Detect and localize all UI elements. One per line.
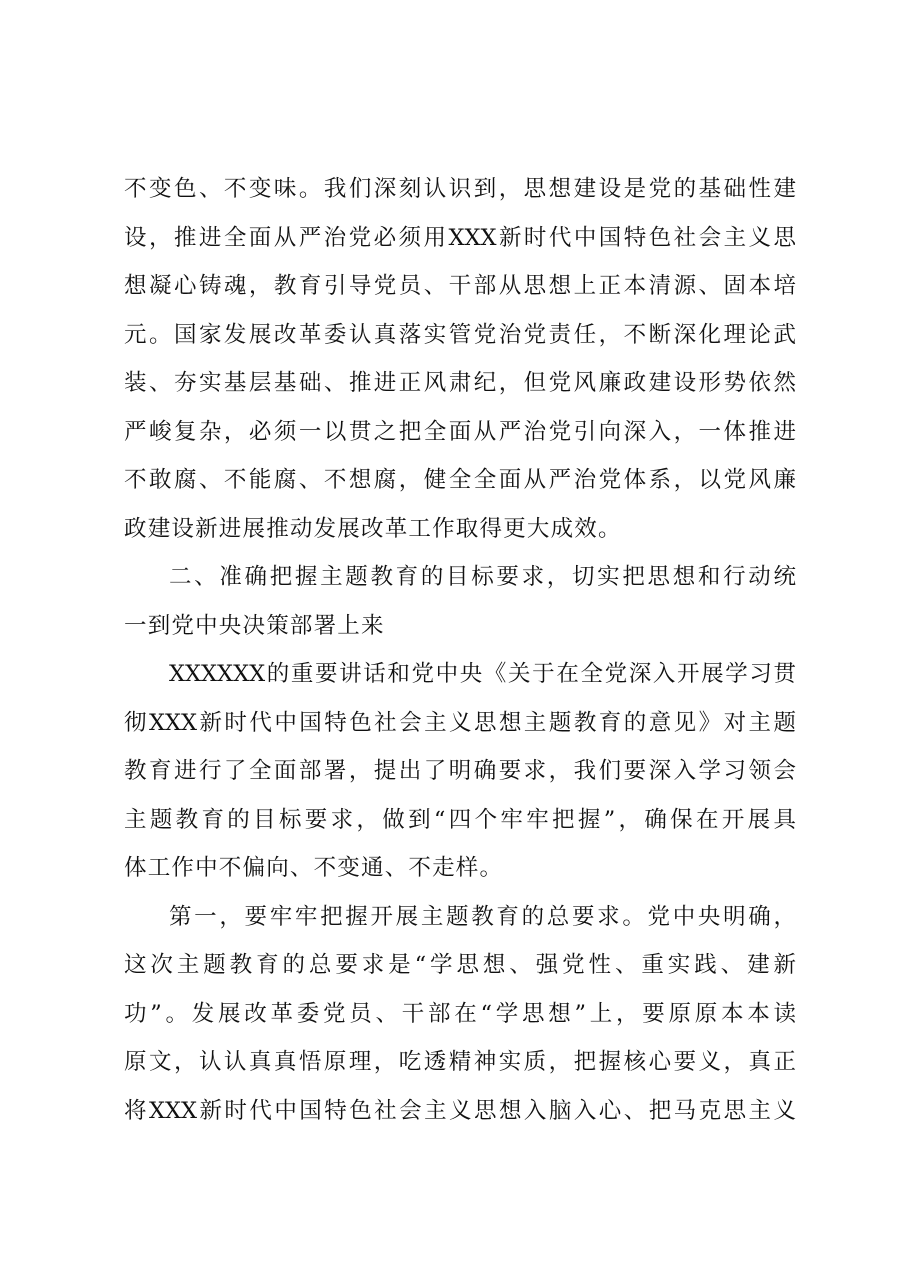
section-heading-2 bbox=[124, 553, 796, 650]
heading-line: 一到党中央决策部署上来 bbox=[124, 612, 385, 639]
text-line: 装、夯实基层基础、推进正风肃纪，但党风廉政建设形势依然 bbox=[124, 370, 796, 396]
text-line: 不敢腐、不能腐、不想腐，健全全面从严治党体系，以党风廉 bbox=[124, 467, 796, 493]
text-line: XXXXXX的重要讲话和党中央《关于在全党深入开展学习贯 bbox=[169, 661, 796, 687]
text-line: 教育进行了全面部署，提出了明确要求，我们要深入学习领会 bbox=[124, 758, 796, 784]
text-line: 政建设新进展推动发展改革工作取得更大成效。 bbox=[124, 515, 622, 542]
paragraph-first-requirement bbox=[124, 893, 796, 1136]
text-line: 不变色、不变味。我们深刻认识到，思想建设是党的基础性建 bbox=[124, 176, 796, 202]
text-line: 功”。发展改革委党员、干部在“学思想”上，要原原本本读 bbox=[124, 1000, 796, 1027]
text-line: 设，推进全面从严治党必须用XXX新时代中国特色社会主义思 bbox=[124, 224, 796, 251]
text-line: 严峻复杂，必须一以贯之把全面从严治党引向深入，一体推进 bbox=[124, 418, 796, 445]
paragraph-ideological-building bbox=[124, 165, 796, 553]
text-line: 主题教育的目标要求，做到“四个牢牢把握”，确保在开展具 bbox=[124, 806, 796, 833]
text-line: 元。国家发展改革委认真落实管党治党责任，不断深化理论武 bbox=[124, 321, 796, 348]
text-line: 第一，要牢牢把握开展主题教育的总要求。党中央明确， bbox=[169, 903, 796, 930]
text-line: 原文，认认真真悟原理，吃透精神实质，把握核心要义，真正 bbox=[124, 1049, 796, 1075]
heading-line: 二、准确把握主题教育的目标要求，切实把思想和行动统 bbox=[169, 564, 796, 590]
text-line: 这次主题教育的总要求是“学思想、强党性、重实践、建新 bbox=[124, 952, 796, 978]
paragraph-important-speech bbox=[124, 650, 796, 893]
text-line: 体工作中不偏向、不变通、不走样。 bbox=[124, 855, 504, 881]
text-line: 将XXX新时代中国特色社会主义思想入脑入心、把马克思主义 bbox=[124, 1097, 796, 1124]
document-page bbox=[124, 165, 796, 1135]
text-line: 彻XXX新时代中国特色社会主义思想主题教育的意见》对主题 bbox=[124, 709, 796, 736]
text-line: 想凝心铸魂，教育引导党员、干部从思想上正本清源、固本培 bbox=[124, 273, 796, 299]
